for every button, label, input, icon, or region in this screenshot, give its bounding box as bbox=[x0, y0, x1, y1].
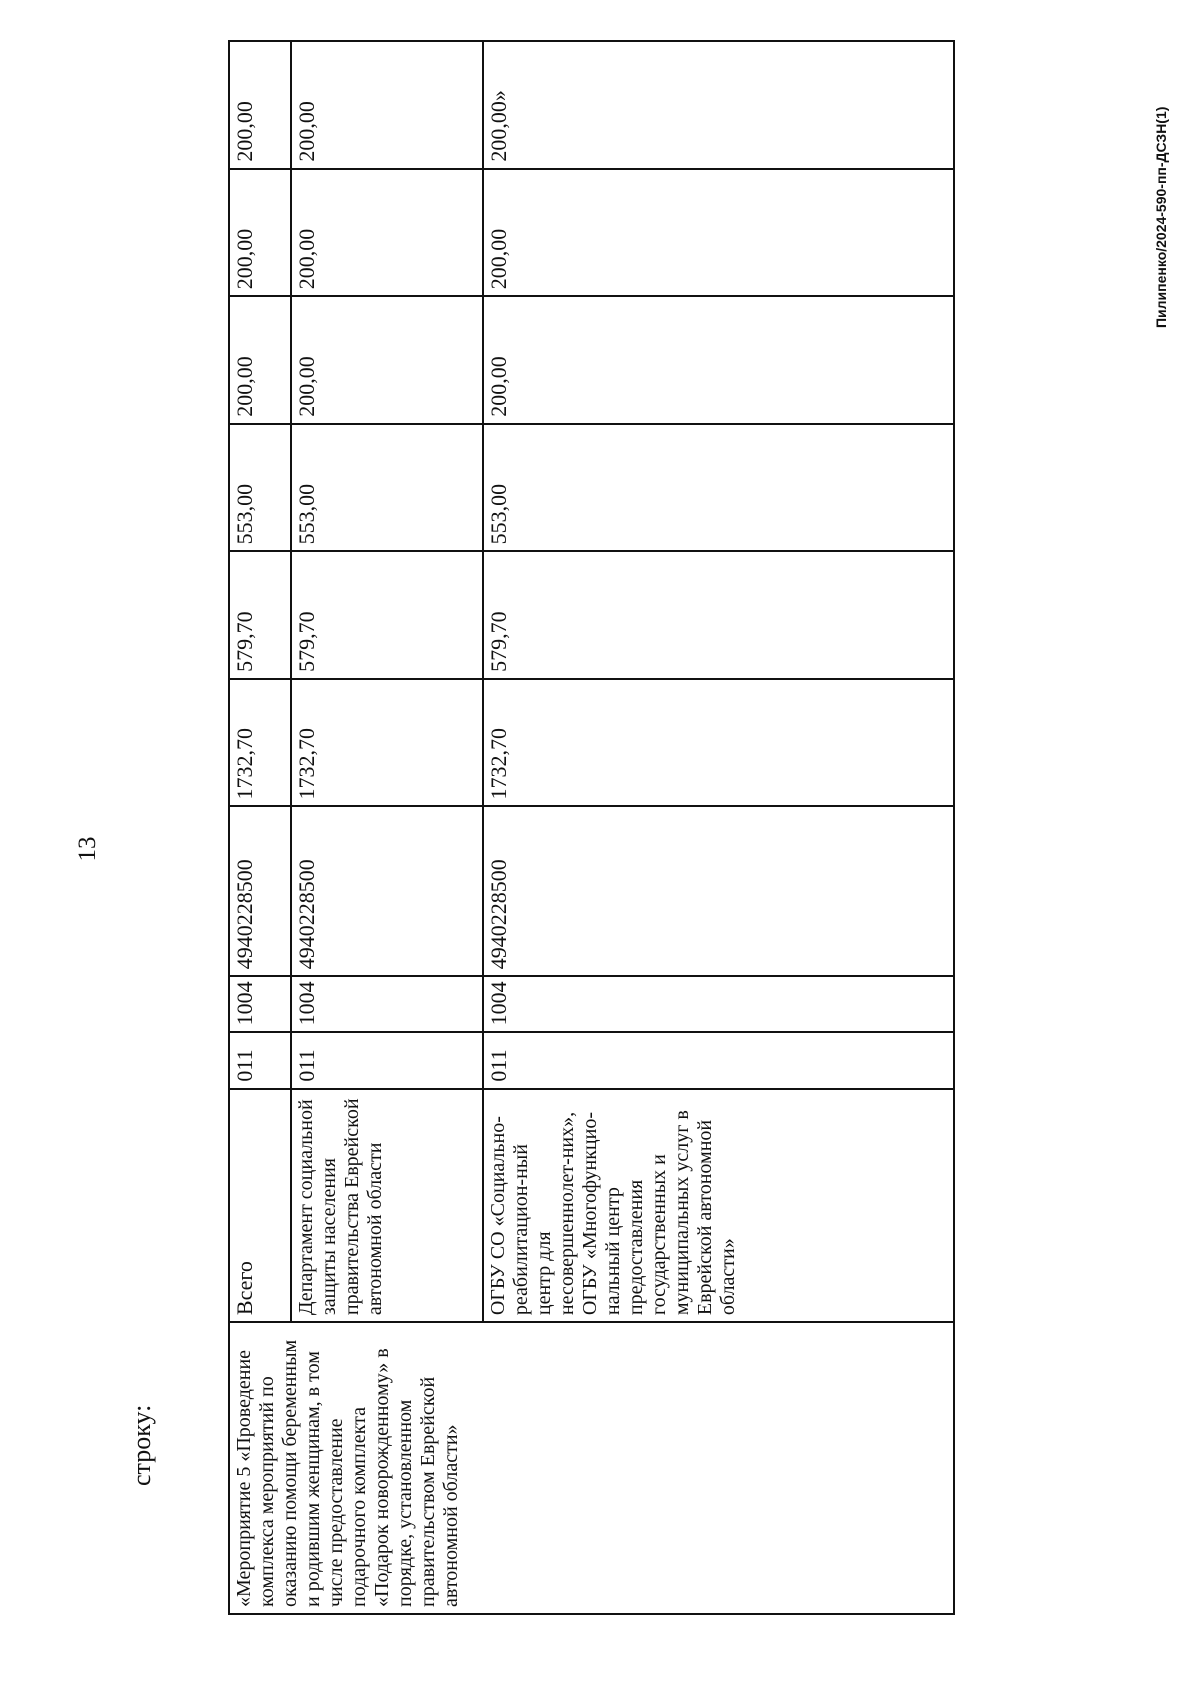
csr-cell: 4940228500 bbox=[229, 806, 291, 976]
grbs-cell: 011 bbox=[291, 1032, 483, 1088]
year-2-cell: 553,00 bbox=[483, 424, 954, 552]
page-number: 13 bbox=[74, 836, 101, 862]
year-2-cell: 553,00 bbox=[229, 424, 291, 552]
csr-cell: 4940228500 bbox=[291, 806, 483, 976]
rzpr-cell: 1004 bbox=[291, 976, 483, 1032]
year-4-cell: 200,00 bbox=[291, 169, 483, 297]
year-5-cell: 200,00» bbox=[483, 41, 954, 169]
budget-table-grid bbox=[228, 40, 955, 1615]
year-1-cell: 579,70 bbox=[483, 551, 954, 679]
budget-table bbox=[228, 40, 953, 1615]
lead-text: строку: bbox=[127, 1404, 156, 1486]
grbs-cell: 011 bbox=[483, 1032, 954, 1088]
year-1-cell: 579,70 bbox=[291, 551, 483, 679]
year-4-cell: 200,00 bbox=[229, 169, 291, 297]
executor-cell: ОГБУ СО «Социально-реабилитацион-ный центр для несовершеннолет-них», ОГБУ «Многофункцио-нальный центр предоставления государственных и муниципальных услуг в Еврейской автономной области» bbox=[483, 1089, 954, 1323]
footer-code: Пилипенко/2024-590-пп-ДСЗН(1) bbox=[1153, 106, 1169, 328]
year-3-cell: 200,00 bbox=[291, 296, 483, 424]
total-cell: 1732,70 bbox=[229, 679, 291, 807]
total-cell: 1732,70 bbox=[483, 679, 954, 807]
grbs-cell: 011 bbox=[229, 1032, 291, 1088]
event-name-cell: «Мероприятие 5 «Проведение комплекса мероприятий по оказанию помощи беременным и родившим женщинам, в том числе предоставление подарочного комплекта «Подарок новорожденному» в порядке, установленном правительством Еврейской автономной области» bbox=[229, 1322, 954, 1614]
csr-cell: 4940228500 bbox=[483, 806, 954, 976]
year-1-cell: 579,70 bbox=[229, 551, 291, 679]
executor-cell: Департамент социальной защиты населения правительства Еврейской автономной области bbox=[291, 1089, 483, 1323]
year-5-cell: 200,00 bbox=[229, 41, 291, 169]
executor-cell: Всего bbox=[229, 1089, 291, 1323]
year-3-cell: 200,00 bbox=[483, 296, 954, 424]
rzpr-cell: 1004 bbox=[229, 976, 291, 1032]
year-3-cell: 200,00 bbox=[229, 296, 291, 424]
rzpr-cell: 1004 bbox=[483, 976, 954, 1032]
year-5-cell: 200,00 bbox=[291, 41, 483, 169]
year-4-cell: 200,00 bbox=[483, 169, 954, 297]
total-cell: 1732,70 bbox=[291, 679, 483, 807]
table-row bbox=[229, 41, 291, 1614]
year-2-cell: 553,00 bbox=[291, 424, 483, 552]
